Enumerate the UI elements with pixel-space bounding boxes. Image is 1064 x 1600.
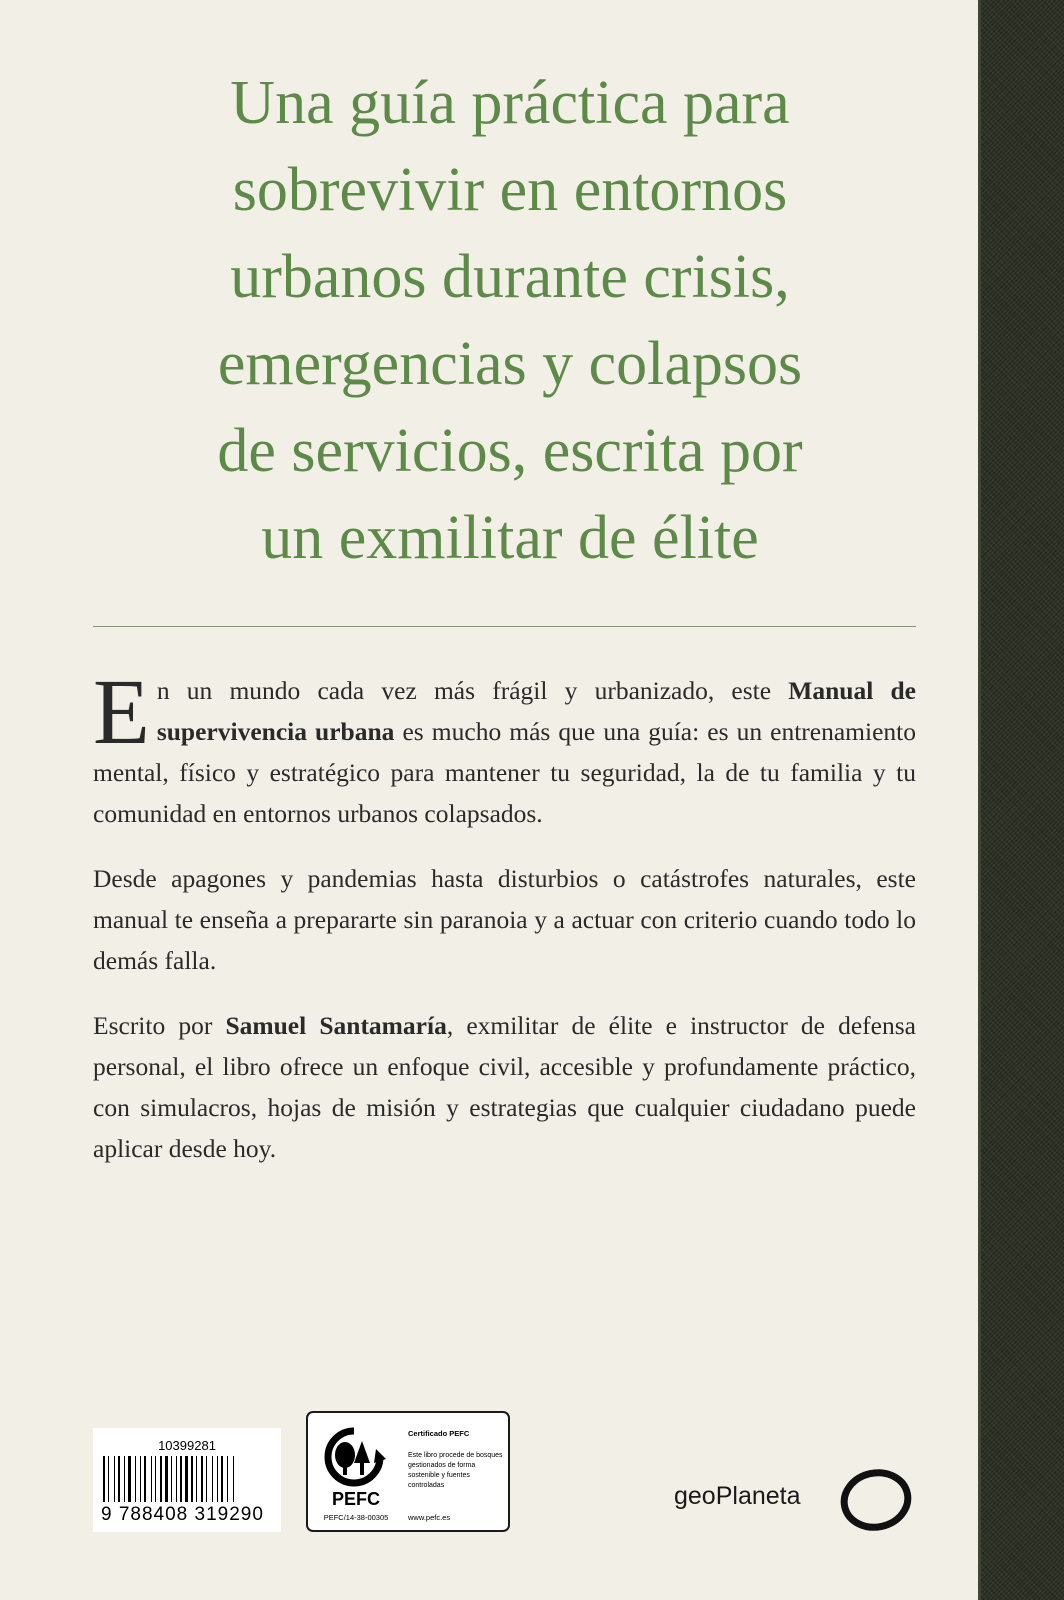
planeta-ring-icon xyxy=(838,1465,918,1535)
pefc-description: Este libro procede de bosques gestionados de forma sostenible y fuentes controladas xyxy=(408,1452,503,1489)
headline xyxy=(150,60,870,582)
barcode-bars xyxy=(99,1456,275,1502)
paragraph-text: es mucho más que una guía: es un entrenamiento mental, físico y estratégico para mantener tu seguridad, la de tu familia y tu comunidad en entornos urbanos colapsados. xyxy=(93,717,916,828)
headline-line: sobrevivir en entornos xyxy=(232,156,788,224)
drop-cap: E xyxy=(93,661,150,764)
pefc-certified-title: Certificado PEFC xyxy=(408,1429,470,1438)
headline-line: un exmilitar de élite xyxy=(261,504,759,572)
paragraph-text: , exmilitar de élite e instructor de defensa personal, el libro ofrece un enfoque civil, accesible y profundamente práctico, con simulacros, hojas de misión y estrategias que cualquier ciudadano puede aplicar desde hoy. xyxy=(93,1011,916,1163)
isbn-barcode xyxy=(93,1428,281,1532)
headline-line: urbanos durante crisis, xyxy=(230,243,790,311)
product-code: 10399281 xyxy=(158,1438,216,1453)
pefc-url: www.pefc.es xyxy=(408,1513,451,1522)
paragraph-author xyxy=(93,1005,916,1169)
pefc-tree-icon xyxy=(318,1427,390,1487)
author-name: Samuel Santamaría xyxy=(225,1011,447,1040)
paragraph-intro xyxy=(93,661,916,834)
book-title: Manual de supervivencia urbana xyxy=(156,676,916,746)
publisher-name: geoPlaneta xyxy=(674,1482,801,1510)
divider-rule xyxy=(93,626,916,627)
paragraph-scope: Desde apagones y pandemias hasta disturbios o catástrofes naturales, este manual te enseña a prepararte sin paranoia y a actuar con criterio cuando todo lo demás falla. xyxy=(93,864,916,975)
pefc-label: PEFC xyxy=(331,1489,380,1509)
headline-line: de servicios, escrita por xyxy=(217,417,803,485)
pefc-code: PEFC/14-38-00305 xyxy=(323,1513,389,1522)
headline-line: emergencias y colapsos xyxy=(217,330,803,398)
blurb xyxy=(93,661,916,1193)
isbn-number: 9 788408 319290 xyxy=(101,1504,264,1525)
paragraph-text: n un mundo cada vez más frágil y urbanizado, este xyxy=(156,676,789,705)
headline-line: Una guía práctica para xyxy=(230,69,790,137)
cloth-spine xyxy=(981,0,1064,1600)
paragraph-text: Escrito por xyxy=(93,1011,226,1040)
pefc-certification xyxy=(306,1411,510,1532)
